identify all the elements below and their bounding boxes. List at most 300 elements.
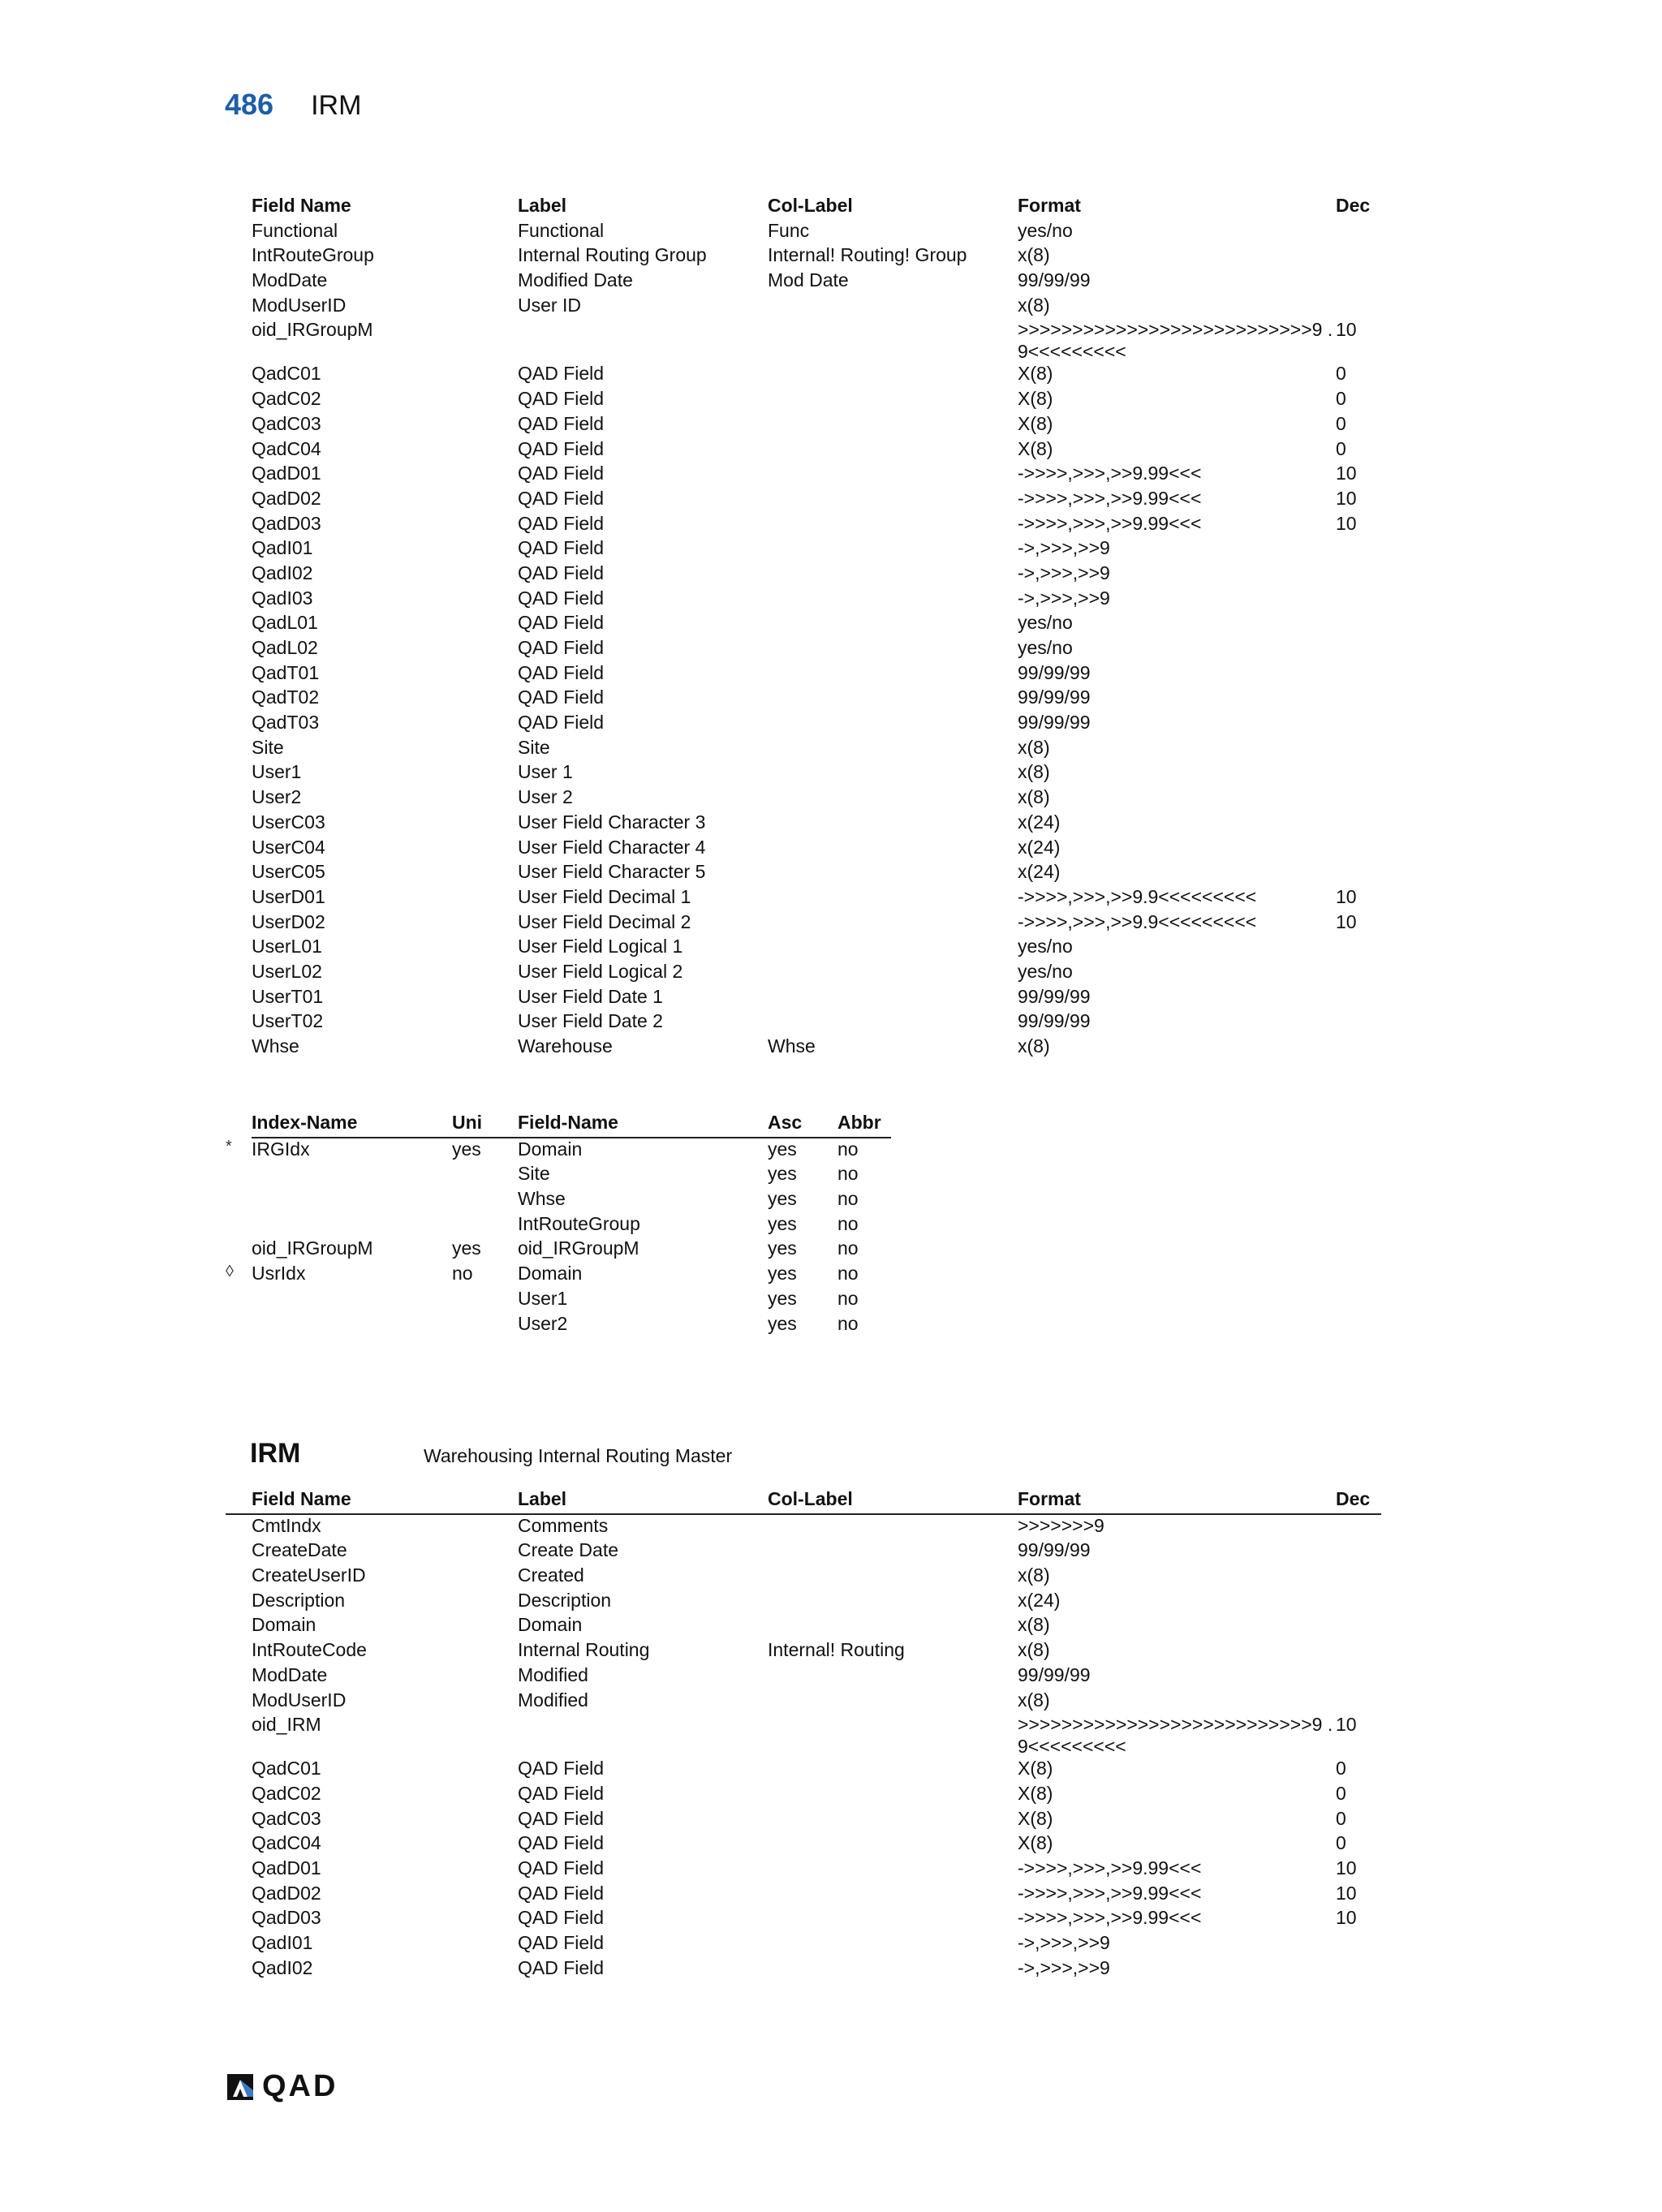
field-name-cell: User1: [252, 761, 302, 783]
index-field-cell: Site: [518, 1163, 550, 1185]
label-cell: QAD Field: [518, 487, 605, 509]
format-cell: x(8): [1018, 244, 1050, 266]
dec-cell: [1336, 587, 1381, 613]
abbreviated-cell: no: [837, 1188, 859, 1210]
format-cell: 99/99/99: [1018, 1539, 1091, 1561]
label-cell: QAD Field: [518, 1807, 605, 1829]
col-label-cell: [768, 886, 1018, 911]
ascending-cell: yes: [768, 1188, 797, 1210]
field-name-cell: QadI01: [252, 537, 313, 559]
col-label-cell: [768, 712, 1018, 737]
table-row: [226, 1664, 1381, 1689]
dec-cell: [1336, 1539, 1381, 1564]
dec-cell: [1336, 737, 1381, 762]
col-label-cell: [768, 986, 1018, 1011]
field-name-cell: QadC04: [252, 1832, 321, 1854]
col-label-cell: [768, 295, 1018, 320]
table-row: [226, 488, 1381, 513]
table-row: [226, 388, 1381, 413]
col-label-cell: [768, 837, 1018, 862]
label-cell: User 1: [518, 761, 573, 783]
label-cell: Functional: [518, 219, 605, 241]
col-label-cell: [768, 1514, 1018, 1540]
index-field-cell: User2: [518, 1312, 568, 1334]
format-cell: 99/99/99: [1018, 712, 1091, 734]
dec-cell: [1336, 837, 1381, 862]
index-name-cell: [252, 1213, 452, 1238]
table-row: [226, 811, 1381, 837]
index-field-cell: Domain: [518, 1138, 583, 1160]
table-row: [226, 1539, 1381, 1564]
format-cell: x(8): [1018, 1564, 1050, 1586]
table-row: [226, 1907, 1381, 1932]
field-name-cell: QadC03: [252, 412, 321, 434]
field-name-cell: QadD01: [252, 463, 321, 484]
column-header-uni: Uni: [452, 1112, 518, 1138]
index-row: [226, 1313, 891, 1338]
field-name-cell: Site: [252, 736, 284, 758]
table-row: [226, 686, 1381, 712]
column-header-abbr: Abbr: [837, 1112, 891, 1138]
label-cell: QAD Field: [518, 686, 605, 708]
dec-cell: 0: [1336, 388, 1346, 410]
index-marker: *: [226, 1137, 232, 1155]
col-label-cell: [768, 463, 1018, 488]
table-row: [226, 1689, 1381, 1715]
abbreviated-cell: no: [837, 1263, 859, 1285]
label-cell: QAD Field: [518, 712, 605, 734]
col-label-cell: [768, 737, 1018, 762]
col-label-cell: [768, 961, 1018, 986]
field-name-cell: UserD02: [252, 910, 325, 932]
table-row: [226, 1010, 1381, 1035]
dec-cell: [1336, 662, 1381, 687]
label-cell: User ID: [518, 294, 581, 316]
column-header-col-label: Col-Label: [768, 1488, 1018, 1514]
label-cell: Modified: [518, 1689, 588, 1711]
qad-logo: [225, 2069, 338, 2104]
table-row: [226, 1808, 1381, 1833]
index-marker: [226, 1313, 252, 1338]
unique-cell: [452, 1213, 518, 1238]
table-row: [226, 1614, 1381, 1639]
dec-cell: [1336, 1932, 1381, 1957]
col-label-cell: [768, 1614, 1018, 1639]
label-cell: User Field Character 3: [518, 811, 706, 833]
label-cell: User Field Character 4: [518, 836, 706, 858]
table-row: [226, 363, 1381, 388]
dec-cell: [1336, 537, 1381, 562]
col-label-cell: [768, 861, 1018, 886]
col-label-cell: [768, 1564, 1018, 1590]
col-label-cell: [768, 513, 1018, 538]
field-name-cell: Whse: [252, 1035, 299, 1057]
dec-cell: [1336, 1590, 1381, 1615]
label-cell: User Field Decimal 2: [518, 910, 691, 932]
format-cell: ->>>>,>>>,>>9.99<<<: [1018, 1882, 1202, 1904]
field-name-cell: UserL01: [252, 936, 322, 958]
dec-cell: [1336, 761, 1381, 786]
label-cell: Description: [518, 1589, 612, 1611]
col-label-cell: [768, 936, 1018, 961]
col-label-cell: Whse: [768, 1035, 816, 1057]
table-row: [226, 1883, 1381, 1908]
table-row: [226, 911, 1381, 936]
dec-cell: 10: [1336, 885, 1357, 907]
col-label-cell: [768, 1932, 1018, 1957]
column-header-label: Label: [518, 1488, 768, 1514]
col-label-cell: Internal! Routing! Group: [768, 244, 967, 266]
field-name-cell: UserC05: [252, 861, 325, 883]
format-cell: ->,>>>,>>9: [1018, 562, 1110, 583]
col-label-cell: [768, 537, 1018, 562]
label-cell: QAD Field: [518, 587, 605, 609]
unique-cell: no: [452, 1263, 473, 1285]
label-cell: User 2: [518, 786, 573, 808]
label-cell: User Field Date 1: [518, 985, 663, 1007]
col-label-cell: [768, 612, 1018, 637]
index-row: [226, 1188, 891, 1213]
index-name-cell: oid_IRGroupM: [252, 1237, 373, 1259]
column-header-field-name: Field Name: [252, 1488, 518, 1514]
table-row: [226, 1932, 1381, 1957]
col-label-cell: [768, 1832, 1018, 1857]
format-cell: x(8): [1018, 786, 1050, 808]
dec-cell: 10: [1336, 1882, 1357, 1904]
col-label-cell: [768, 1883, 1018, 1908]
col-label-cell: [768, 1010, 1018, 1035]
index-field-cell: Domain: [518, 1263, 583, 1285]
index-row: [226, 1163, 891, 1188]
format-cell: >>>>>>>>>>>>>>>>>>>>>>>>>>>9 .9<<<<<<<<<: [1018, 319, 1333, 363]
format-cell: x(8): [1018, 761, 1050, 783]
dec-cell: [1336, 936, 1381, 961]
label-cell: QAD Field: [518, 661, 605, 683]
format-cell: ->>>>,>>>,>>9.9<<<<<<<<<: [1018, 910, 1257, 932]
column-header-field-name: Field-Name: [518, 1112, 768, 1138]
label-cell: QAD Field: [518, 512, 605, 534]
field-name-cell: QadT01: [252, 661, 320, 683]
table-row: [226, 837, 1381, 862]
format-cell: 99/99/99: [1018, 269, 1091, 291]
field-name-cell: QadC02: [252, 388, 321, 410]
ascending-cell: yes: [768, 1237, 797, 1259]
table-row: [226, 413, 1381, 438]
field-name-cell: UserL02: [252, 960, 322, 982]
field-name-cell: QadL01: [252, 612, 318, 634]
abbreviated-cell: no: [837, 1287, 859, 1309]
field-name-cell: ModDate: [252, 1663, 328, 1685]
label-cell: QAD Field: [518, 463, 605, 484]
field-name-cell: QadT02: [252, 686, 320, 708]
column-header-asc: Asc: [768, 1112, 837, 1138]
label-cell: QAD Field: [518, 562, 605, 583]
format-cell: x(8): [1018, 1035, 1050, 1057]
col-label-cell: [768, 786, 1018, 811]
table-row: [226, 936, 1381, 961]
table-row: [226, 786, 1381, 811]
table-row: [226, 612, 1381, 637]
field-name-cell: Description: [252, 1589, 346, 1611]
field-name-cell: CreateDate: [252, 1539, 347, 1561]
section-table-name: IRM: [250, 1438, 301, 1469]
dec-cell: 10: [1336, 1907, 1357, 1929]
label-cell: QAD Field: [518, 637, 605, 658]
index-name-cell: [252, 1288, 452, 1313]
qad-logo-icon: [225, 2072, 256, 2102]
dec-cell: [1336, 562, 1381, 587]
section-heading: [250, 1438, 732, 1470]
ascending-cell: yes: [768, 1138, 797, 1160]
format-cell: >>>>>>>>>>>>>>>>>>>>>>>>>>>9 .9<<<<<<<<<: [1018, 1714, 1333, 1758]
section-description: Warehousing Internal Routing Master: [424, 1445, 733, 1466]
format-cell: ->>>>,>>>,>>9.99<<<: [1018, 1857, 1202, 1878]
dec-cell: 10: [1336, 487, 1357, 509]
field-table-irm: [226, 1488, 1381, 1982]
field-name-cell: ModUserID: [252, 1689, 347, 1711]
table-row: [226, 463, 1381, 488]
dec-cell: [1336, 244, 1381, 269]
label-cell: QAD Field: [518, 1857, 605, 1878]
col-label-cell: [768, 587, 1018, 613]
dec-cell: [1336, 1035, 1381, 1061]
field-name-cell: CmtIndx: [252, 1514, 321, 1536]
label-cell: QAD Field: [518, 537, 605, 559]
field-name-cell: QadD03: [252, 512, 321, 534]
format-cell: ->,>>>,>>9: [1018, 537, 1110, 559]
table-row: [226, 761, 1381, 786]
label-cell: User Field Decimal 1: [518, 885, 691, 907]
index-marker: [226, 1188, 252, 1213]
unique-cell: [452, 1313, 518, 1338]
format-cell: x(8): [1018, 1639, 1050, 1661]
col-label-cell: Internal! Routing: [768, 1639, 905, 1661]
index-name-cell: [252, 1313, 452, 1338]
column-header-label: Label: [518, 195, 567, 216]
table-header-row: [226, 195, 1381, 220]
format-cell: X(8): [1018, 412, 1053, 434]
ascending-cell: yes: [768, 1212, 797, 1234]
dec-cell: 10: [1336, 512, 1357, 534]
field-name-cell: QadI02: [252, 562, 313, 583]
field-name-cell: ModUserID: [252, 294, 347, 316]
format-cell: x(8): [1018, 1614, 1050, 1636]
dec-cell: 10: [1336, 463, 1357, 484]
abbreviated-cell: no: [837, 1312, 859, 1334]
abbreviated-cell: no: [837, 1212, 859, 1234]
col-label-cell: [768, 1957, 1018, 1982]
table-row: [226, 1035, 1381, 1061]
dec-cell: [1336, 612, 1381, 637]
index-name-cell: UsrIdx: [252, 1263, 306, 1285]
field-name-cell: oid_IRM: [252, 1714, 321, 1736]
col-label-cell: [768, 1907, 1018, 1932]
col-label-cell: [768, 1539, 1018, 1564]
field-name-cell: QadC03: [252, 1807, 321, 1829]
dec-cell: [1336, 1514, 1381, 1540]
format-cell: yes/no: [1018, 219, 1073, 241]
table-row: [226, 662, 1381, 687]
format-cell: yes/no: [1018, 612, 1073, 634]
table-row: [226, 1957, 1381, 1982]
dec-cell: 0: [1336, 437, 1346, 459]
dec-cell: [1336, 220, 1381, 245]
col-label-cell: [768, 637, 1018, 662]
field-name-cell: QadC01: [252, 1758, 321, 1779]
label-cell: Modified: [518, 1663, 588, 1685]
dec-cell: 10: [1336, 319, 1357, 341]
abbreviated-cell: no: [837, 1138, 859, 1160]
label-cell: User Field Date 2: [518, 1010, 663, 1032]
table-header-row: [226, 1488, 1381, 1514]
dec-cell: [1336, 1957, 1381, 1982]
ascending-cell: yes: [768, 1287, 797, 1309]
table-row: [226, 737, 1381, 762]
label-cell: QAD Field: [518, 363, 605, 385]
unique-cell: [452, 1288, 518, 1313]
unique-cell: yes: [452, 1138, 481, 1160]
format-cell: 99/99/99: [1018, 1663, 1091, 1685]
col-label-cell: [768, 1689, 1018, 1715]
dec-cell: [1336, 986, 1381, 1011]
dec-cell: 10: [1336, 910, 1357, 932]
unique-cell: [452, 1163, 518, 1188]
abbreviated-cell: no: [837, 1237, 859, 1259]
ascending-cell: yes: [768, 1312, 797, 1334]
field-name-cell: QadI03: [252, 587, 313, 609]
format-cell: >>>>>>>9: [1018, 1514, 1104, 1536]
unique-cell: yes: [452, 1237, 481, 1259]
dec-cell: 10: [1336, 1857, 1357, 1878]
dec-cell: [1336, 1614, 1381, 1639]
col-label-cell: [768, 811, 1018, 837]
table-row: [226, 1514, 1381, 1540]
format-cell: yes/no: [1018, 637, 1073, 658]
format-cell: ->>>>,>>>,>>9.99<<<: [1018, 512, 1202, 534]
field-name-cell: QadI02: [252, 1956, 313, 1978]
dec-cell: 0: [1336, 1782, 1346, 1804]
label-cell: QAD Field: [518, 388, 605, 410]
index-marker: [226, 1163, 252, 1188]
table-row: [226, 269, 1381, 295]
column-header-field-name: Field Name: [252, 195, 351, 216]
dec-cell: [1336, 1010, 1381, 1035]
col-label-cell: [768, 1758, 1018, 1783]
abbreviated-cell: no: [837, 1163, 859, 1185]
field-name-cell: IntRouteGroup: [252, 244, 374, 266]
field-name-cell: UserC03: [252, 811, 325, 833]
table-row: [226, 244, 1381, 269]
table-row: [226, 886, 1381, 911]
field-name-cell: QadC02: [252, 1782, 321, 1804]
label-cell: Domain: [518, 1614, 583, 1636]
field-name-cell: QadI01: [252, 1932, 313, 1953]
table-row: [226, 961, 1381, 986]
index-field-cell: IntRouteGroup: [518, 1212, 640, 1234]
format-cell: ->>>>,>>>,>>9.9<<<<<<<<<: [1018, 885, 1257, 907]
format-cell: X(8): [1018, 1758, 1053, 1779]
table-row: [226, 986, 1381, 1011]
col-label-cell: [768, 1783, 1018, 1808]
table-row: [226, 295, 1381, 320]
label-cell: QAD Field: [518, 1932, 605, 1953]
logo-text: QAD: [262, 2069, 338, 2103]
column-header-format: Format: [1018, 1488, 1336, 1514]
field-name-cell: QadT03: [252, 712, 320, 734]
col-label-cell: Func: [768, 219, 810, 241]
dec-cell: [1336, 686, 1381, 712]
table-row: [226, 1857, 1381, 1883]
dec-cell: [1336, 861, 1381, 886]
index-marker: ◊: [226, 1263, 234, 1281]
dec-cell: [1336, 269, 1381, 295]
format-cell: x(8): [1018, 1689, 1050, 1711]
table-row: [226, 562, 1381, 587]
label-cell: User Field Character 5: [518, 861, 706, 883]
col-label-cell: [768, 1590, 1018, 1615]
format-cell: 99/99/99: [1018, 686, 1091, 708]
table-row: [226, 1714, 1381, 1758]
label-cell: Internal Routing Group: [518, 244, 707, 266]
label-cell: QAD Field: [518, 437, 605, 459]
page-header: [225, 88, 361, 122]
table-row: [226, 1832, 1381, 1857]
dec-cell: [1336, 637, 1381, 662]
index-row: [226, 1263, 891, 1288]
field-name-cell: QadD02: [252, 1882, 321, 1904]
table-row: [226, 637, 1381, 662]
field-name-cell: ModDate: [252, 269, 328, 291]
label-cell: QAD Field: [518, 612, 605, 634]
col-label-cell: [768, 562, 1018, 587]
format-cell: ->>>>,>>>,>>9.99<<<: [1018, 1907, 1202, 1929]
field-name-cell: UserT02: [252, 1010, 324, 1032]
format-cell: X(8): [1018, 363, 1053, 385]
format-cell: X(8): [1018, 437, 1053, 459]
col-label-cell: [768, 1664, 1018, 1689]
table-row: [226, 220, 1381, 245]
field-name-cell: QadL02: [252, 637, 318, 658]
column-header-dec: Dec: [1336, 1488, 1381, 1514]
unique-cell: [452, 1188, 518, 1213]
format-cell: yes/no: [1018, 936, 1073, 958]
format-cell: 99/99/99: [1018, 985, 1091, 1007]
format-cell: X(8): [1018, 1832, 1053, 1854]
field-name-cell: QadD02: [252, 487, 321, 509]
index-marker: [226, 1237, 252, 1263]
label-cell: QAD Field: [518, 1907, 605, 1929]
col-label-cell: [768, 1857, 1018, 1883]
field-name-cell: UserC04: [252, 836, 325, 858]
table-row: [226, 537, 1381, 562]
dec-cell: 0: [1336, 1832, 1346, 1854]
field-name-cell: oid_IRGroupM: [252, 319, 373, 341]
table-row: [226, 587, 1381, 613]
label-cell: User Field Logical 1: [518, 936, 683, 958]
dec-cell: [1336, 1664, 1381, 1689]
column-header-index-name: Index-Name: [252, 1112, 452, 1138]
index-table: [226, 1112, 891, 1337]
format-cell: x(8): [1018, 294, 1050, 316]
dec-cell: [1336, 295, 1381, 320]
field-name-cell: CreateUserID: [252, 1564, 366, 1586]
label-cell: QAD Field: [518, 412, 605, 434]
table-row: [226, 1783, 1381, 1808]
dec-cell: 0: [1336, 363, 1346, 385]
index-field-cell: oid_IRGroupM: [518, 1237, 639, 1259]
col-label-cell: [768, 413, 1018, 438]
field-name-cell: IntRouteCode: [252, 1639, 367, 1661]
